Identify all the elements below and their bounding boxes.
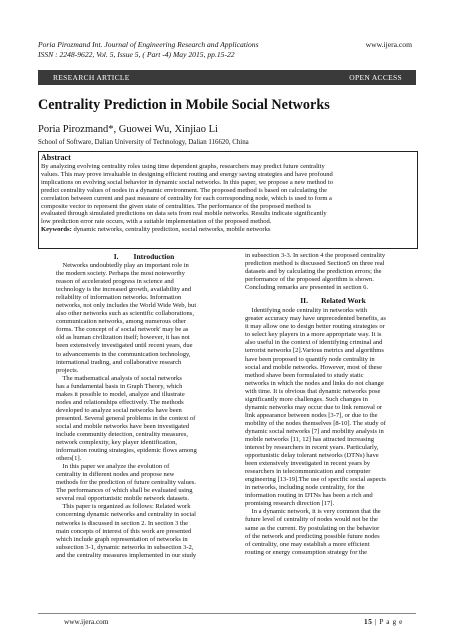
text-line: future level of centrality of nodes would not be the [245,516,378,524]
text-line: dynamic social networks [7] and mobility analysis in [245,427,384,435]
abstract-body [41,163,415,226]
journal-header [38,40,338,60]
text-line: prediction method is discussed Section5 on three real [245,260,385,268]
text-line: old as human civilization itself; however, it has not [56,334,190,342]
text-line: correlation between current and past measure of centrality for each corresponding node, which is used to form a [41,194,332,202]
text-line: others[1]. [56,455,82,463]
introduction-body [56,262,232,560]
text-line: of centrality, one may establish a more efficient [245,540,370,548]
text-line: and the centrality measures implemented in our study [56,551,197,559]
text-line: in networks, including node centrality, for the [245,484,365,492]
page-label: | P a g e [374,617,403,626]
text-line: main concepts of interest of this work are presented [56,527,192,535]
text-line: In this paper we analyze the evolution of [56,463,170,471]
keywords-text: dynamic networks, centrality prediction, social networks, mobile networks [73,226,271,234]
keywords-line [41,226,415,234]
paper-authors: Poria Pirozmand*, Guowei Wu, Xinjiao Li [38,124,218,135]
text-line: include community detection, centrality measures, [56,430,188,438]
text-line: networks is discussed in section 2. In section 3 the [56,519,189,527]
text-line: low prediction error rate occurs, with a suitable implementation of the proposed method. [41,218,272,226]
text-line: methods for the prediction of future centrality values. [56,479,196,487]
text-line: engineering [13-19].The use of specific social aspects [245,476,386,484]
related-work-body [245,307,421,556]
text-line: dynamic networks may occur due to link removal or [245,403,383,411]
text-line: opportunistic delay tolerant networks (DTNs) have [245,452,379,460]
related-work-heading: II. Related Work [300,296,366,306]
right-column [245,252,421,557]
text-line: researchers in telecommunication and computer [245,468,371,476]
research-article-label: RESEARCH ARTICLE [53,73,130,82]
text-line: information routing in DTNs has been a rich and [245,492,373,500]
text-line: significantly more challenges. Such changes in [245,395,368,403]
text-line: presented. Several general problems in the context of [56,414,196,422]
text-line: values. This may prove invaluable in designing efficient routing and energy saving strategies and have profound [41,170,333,178]
text-line: centrality in different nodes and propose new [56,471,175,479]
introduction-continued [245,252,421,292]
text-line: to advancements in the communication technology, [56,350,191,358]
text-line: social and mobile networks. However, most of these [245,363,383,371]
text-line: information routing strategies, epidemic flows among [56,447,197,455]
text-line: in subsection 3-3. In section 4 the proposed centrality [245,252,386,259]
text-line: networks in which the nodes and links do not change [245,379,384,387]
text-line: Concluding remarks are presented in section 6. [245,284,369,292]
text-line: implications on evolving social behavior in dynamic social networks. In this paper, we propose a new method to [41,178,333,186]
page-number [364,617,403,626]
text-line: subsection 3-1, dynamic networks in subsection 3-2, [56,543,194,551]
text-line: been extensively investigated until recent years, due [56,342,193,350]
text-line: terrorist networks [2].Various metrics and algorithms [245,347,384,355]
text-line: Identifying node centrality in networks with [245,307,367,315]
text-line: method shave been formulated to study static [245,371,364,379]
text-line: have been proposed to quantify node centrality in [245,355,375,363]
text-line: same as the current. By postulating on the behavior [245,524,380,532]
footer-divider [38,613,416,614]
text-line: mobility of the nodes themselves [8-10]. The study of [245,419,386,427]
text-line: has a fundamental basis in Graph Theory, which [56,382,183,390]
abstract-heading: Abstract [41,153,71,162]
text-line: In a dynamic network, it is very common that the [245,508,381,516]
text-line: This paper is organized as follows: Related work [56,503,191,511]
journal-citation-line: Poria Pirozmand Int. Journal of Engineering Research and Applications [38,40,259,49]
text-line: with time. It is obvious that dynamic networks pose [245,387,381,395]
text-line: which include graph representation of networks in [56,535,188,543]
text-line: nodes and relationships effectively. The methods [56,398,184,406]
text-line: concerning dynamic networks and centrality in social [56,511,196,519]
text-line: greater accuracy may have unprecedented benefits, as [245,315,386,323]
text-line: makes it possible to model, analyze and illustrate [56,390,185,398]
text-line: promising research direction [17]. [245,500,335,508]
abstract-box [38,151,418,249]
text-line: evaluated through simulated predictions on data sets from real mobile networks. Results indicate significantly [41,210,327,218]
text-line: developed to analyze social networks have been [56,406,182,414]
text-line: mobile networks [11, 12] has attracted increasing [245,435,375,443]
text-line: The performances of which shall be evaluated using [56,487,193,495]
author-affiliation: School of Software, Dalian University of Technology, Dalian 116620, China [38,139,249,146]
text-line: social and mobile networks have been investigated [56,422,190,430]
text-line: to select key players in a more appropriate way. It is [245,331,382,339]
text-line: datasets and by calculating the prediction errors; the [245,268,382,276]
text-line: Networks undoubtedly play an important role in [56,262,189,269]
text-line: interest by researchers in recent years. Particularly, [245,444,379,452]
text-line: technology is the increased growth, availability and [56,286,192,294]
text-line: it may allow one to design better routing strategies or [245,323,385,331]
article-type-banner [38,70,416,85]
text-line: The mathematical analysis of social networks [56,374,182,382]
text-line: network complexity, key player identification, [56,439,178,447]
text-line: also useful in the context of identifying criminal and [245,339,383,347]
journal-issn-line: ISSN : 2248-9622, Vol. 5, Issue 5, ( Part -4) May 2015, pp.15-22 [38,50,235,59]
text-line: international trading, and collaborative research [56,358,182,366]
text-line: also other networks such as scientific collaborations, [56,310,194,318]
text-line: of the network and predicting possible future nodes [245,532,380,540]
text-line: routing or energy consumption strategy for the [245,548,368,556]
footer-url-link[interactable]: www.ijera.com [64,617,109,626]
text-line: performance of the proposed algorithm is shown. [245,276,374,284]
keywords-label: Keywords: [41,226,72,234]
text-line: communication networks, among numerous other [56,318,187,326]
header-url-link[interactable]: www.ijera.com [365,40,412,49]
text-line: predict centrality values of nodes in a dynamic environment. The proposed method is based on calculating the [41,186,327,194]
text-line: been extensively investigated in recent years by [245,460,371,468]
paper-title: Centrality Prediction in Mobile Social Networks [38,97,330,113]
text-line: reason of accelerated progress in science and [56,278,174,286]
text-line: projects. [56,366,79,374]
text-line: networks, not only includes the World Wide Web, but [56,302,197,310]
text-line: reliability of information networks. Information [56,294,182,302]
open-access-label: OPEN ACCESS [349,73,402,82]
text-line: composite vector to represent the given state of centralities. The performance of the proposed method is [41,202,311,210]
text-line: the modern society. Perhaps the most noteworthy [56,270,185,278]
left-column [56,252,232,560]
page-number-value: 15 [363,617,373,626]
introduction-heading: I. Introduction [113,252,175,261]
text-line: several real opportunistic mobile network datasets. [56,495,190,503]
text-line: forms. The concept of a' social network' may be as [56,326,189,334]
text-line: By analyzing evolving centrality roles using time dependent graphs, researchers may predict future centrality [41,163,325,170]
text-line: link appearance between nodes [3-7], or due to the [245,411,378,419]
